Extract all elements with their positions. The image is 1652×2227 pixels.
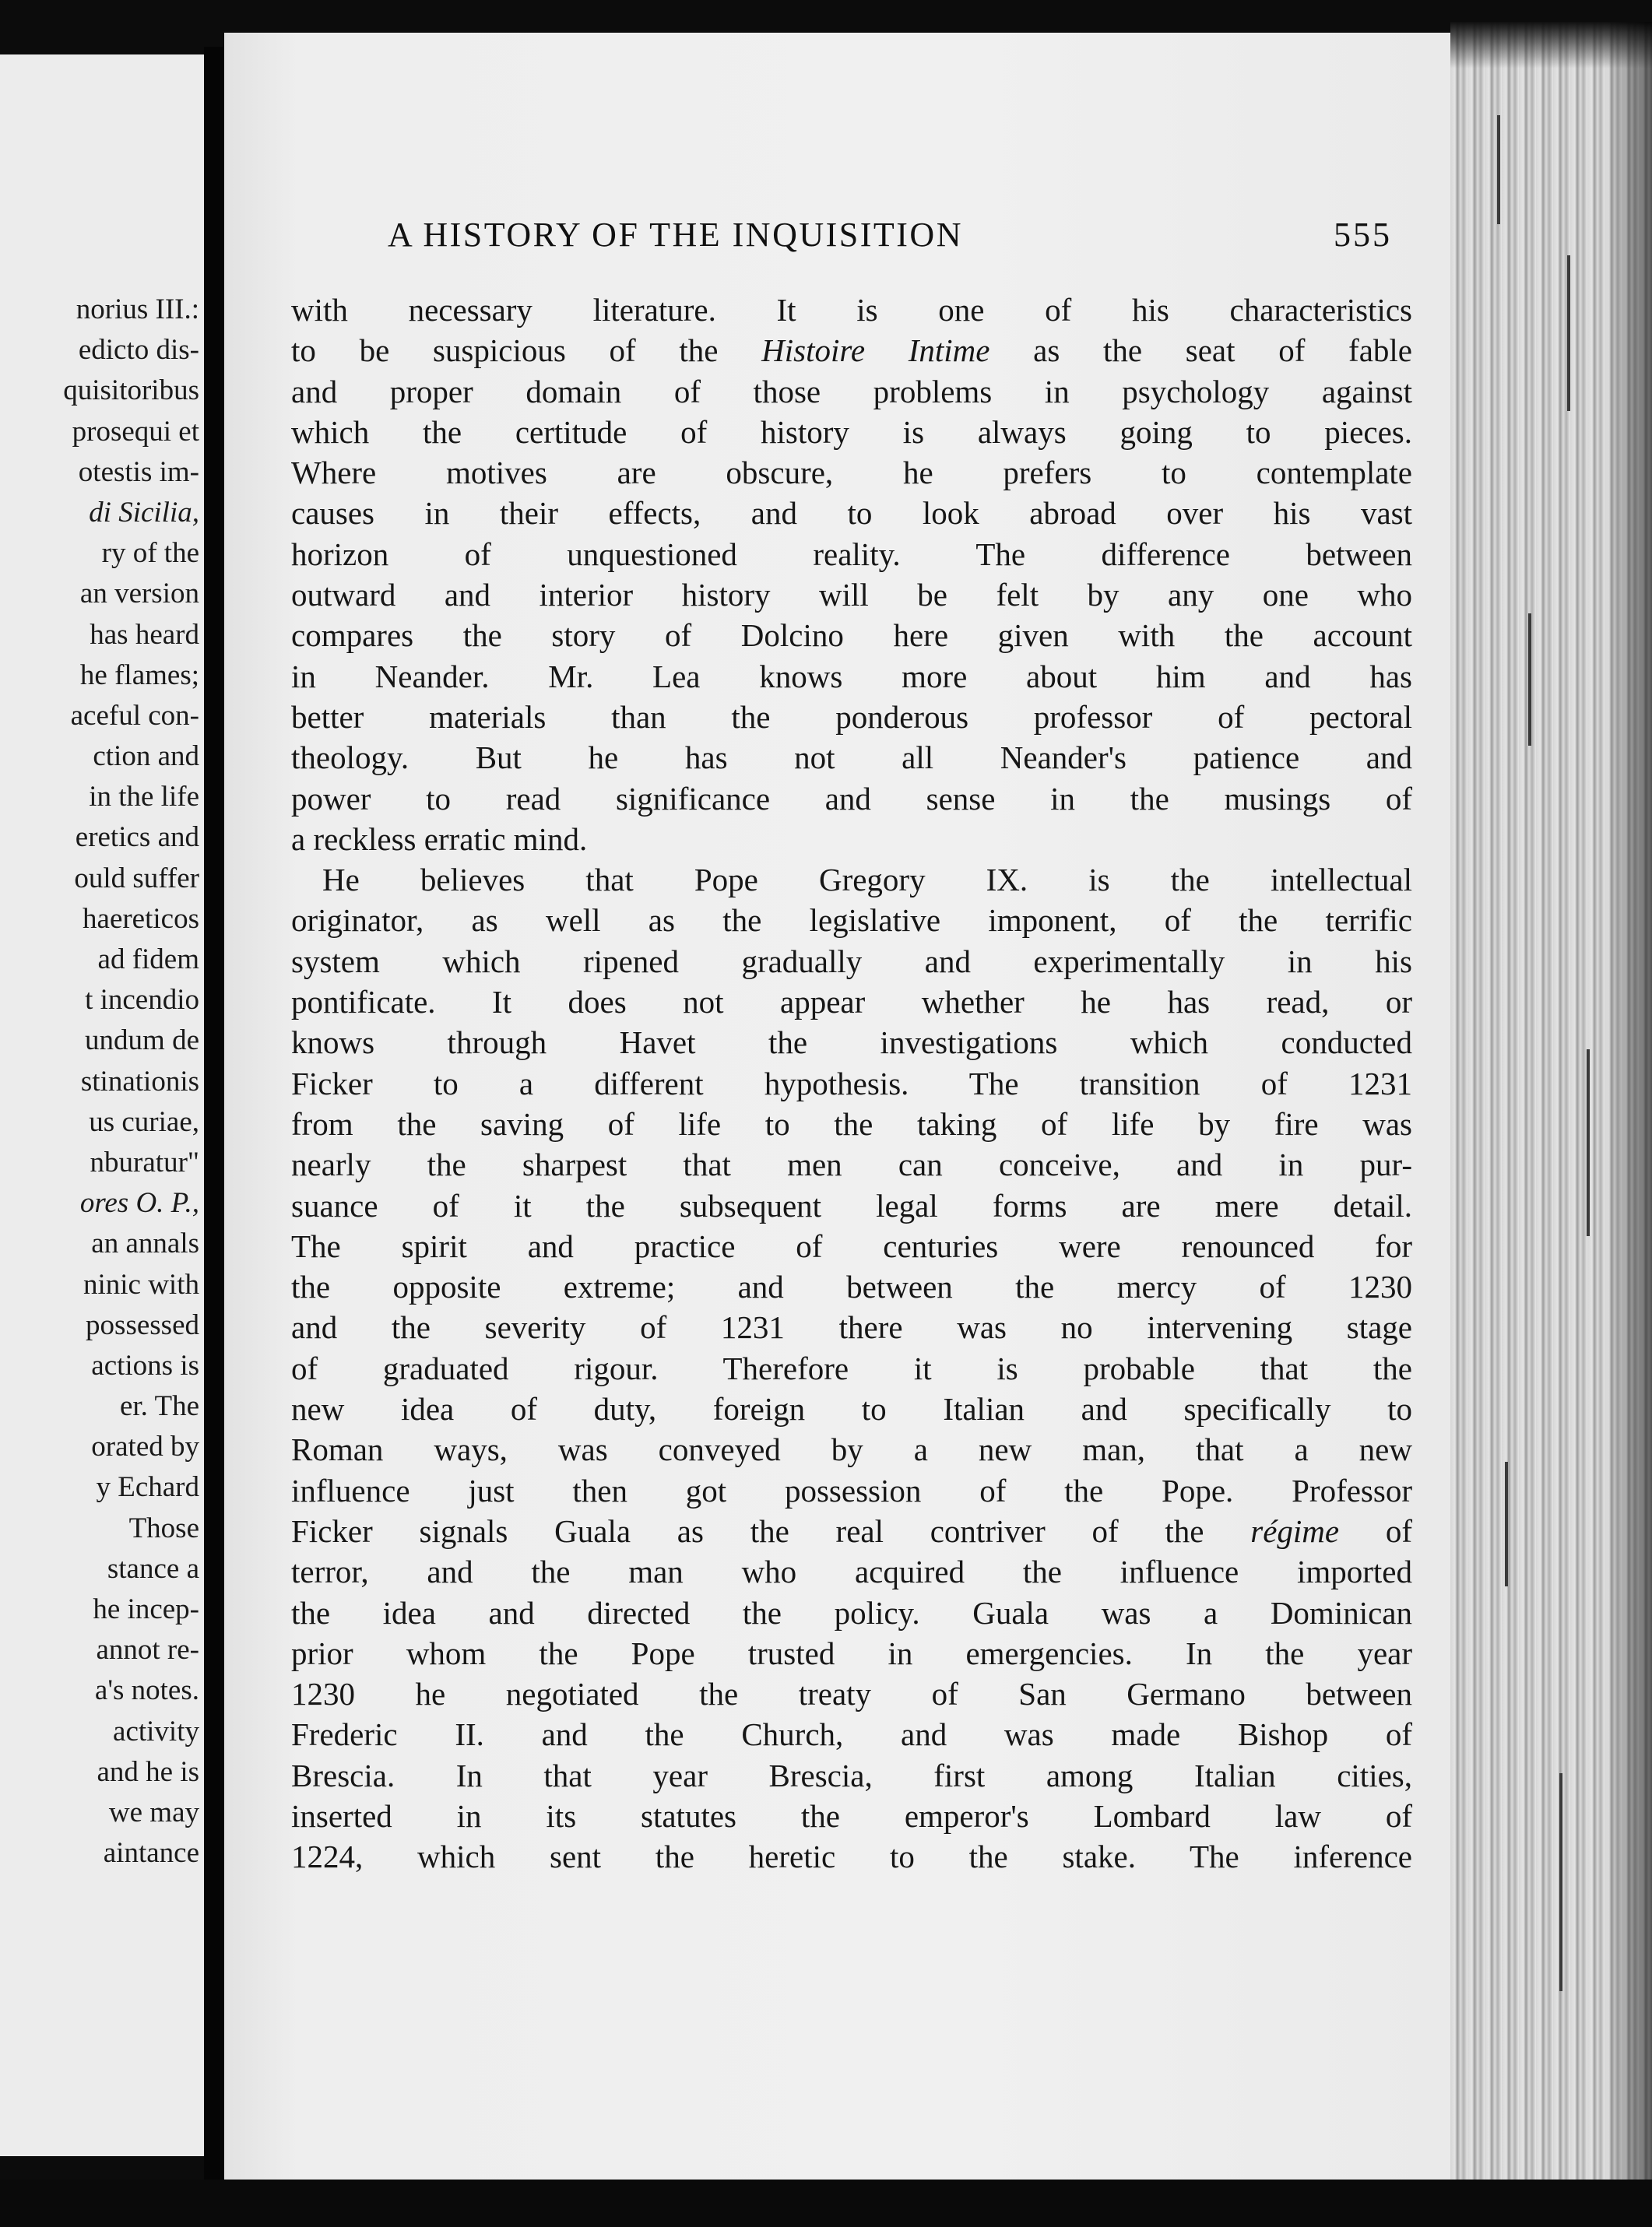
left-line: actions is [91,1349,199,1382]
text-line: to be suspicious of the Histoire Intime as the seat of fable [291,332,1412,369]
text-line: Brescia. In that year Brescia, first among Italian cities, [291,1757,1412,1793]
body-text [291,290,1412,1877]
edge-mark [1528,613,1531,746]
left-line: annot re- [96,1634,199,1667]
left-line: otestis im- [78,455,199,488]
left-line: edicto dis- [78,334,199,367]
text-line: pontificate. It does not appear whether he has read, or [291,984,1412,1020]
edge-mark [1505,1462,1508,1586]
left-line: ninic with [83,1268,199,1301]
left-line: prosequi et [72,415,199,448]
left-line: he incep- [93,1593,199,1625]
text-line: new idea of duty, foreign to Italian and specifically to [291,1391,1412,1428]
text-line: with necessary literature. It is one of his characteristics [291,292,1412,328]
running-head [388,215,1392,262]
left-line: t incendio [85,984,199,1017]
running-head-title: A HISTORY OF THE INQUISITION [388,216,963,254]
left-line: ould suffer [74,862,199,894]
text-line: inserted in its statutes the emperor's Lombard law of [291,1797,1412,1834]
text-line: Ficker to a different hypothesis. The transition of 1231 [291,1065,1412,1101]
left-line: ores O. P., [79,1187,199,1220]
page-number: 555 [1334,216,1392,254]
text-line: and the severity of 1231 there was no intervening stage [291,1309,1412,1346]
left-line: we may [108,1796,199,1828]
left-line: orated by [91,1431,199,1463]
left-line: er. The [119,1390,199,1423]
text-line: knows through Havet the investigations which conducted [291,1024,1412,1061]
left-line: aintance [103,1837,199,1870]
edge-mark [1567,255,1570,411]
bottom-background [0,2180,1652,2227]
left-line: ction and [93,740,199,773]
left-line: aceful con- [70,699,199,732]
text-line: the opposite extreme; and between the mercy of 1230 [291,1269,1412,1305]
edge-mark [1587,1049,1590,1236]
text-line: 1224, which sent the heretic to the stake. The inference [291,1839,1412,1875]
text-line: 1230 he negotiated the treaty of San Germano between [291,1676,1412,1712]
left-page [0,54,204,2156]
left-line: and he is [97,1755,199,1788]
left-line: stinationis [80,1065,199,1098]
text-line: The spirit and practice of centuries were renounced for [291,1228,1412,1264]
text-line: the idea and directed the policy. Guala was a Dominican [291,1594,1412,1631]
left-line: quisitoribus [63,374,199,407]
text-line: of graduated rigour. Therefore it is probable that the [291,1350,1412,1386]
left-line: di Sicilia, [89,496,199,529]
left-line: a's notes. [94,1674,199,1707]
book-fore-edge [1450,22,1652,2186]
left-line: possessed [86,1308,199,1341]
text-line: suance of it the subsequent legal forms are mere detail. [291,1187,1412,1224]
fore-edge-shade [1605,22,1652,2186]
text-line: Ficker signals Guala as the real contriver of the régime of [291,1512,1413,1549]
text-line: better materials than the ponderous professor of pectoral [291,698,1412,735]
left-line: ad fidem [97,943,199,975]
text-line: Where motives are obscure, he prefers to contemplate [291,455,1412,491]
text-line: and proper domain of those problems in psychology against [291,373,1412,409]
text-line: influence just then got possession of the Pope. Professor [291,1472,1412,1509]
left-line: y Echard [96,1471,199,1504]
left-page-text [0,290,199,1874]
left-line: Those [128,1512,199,1544]
left-line: an annals [91,1228,199,1260]
text-line: prior whom the Pope trusted in emergencies. In the year [291,1635,1412,1671]
text-line: Frederic II. and the Church, and was made Bishop of [291,1716,1412,1753]
text-line: system which ripened gradually and experimentally in his [291,943,1412,979]
left-line: undum de [85,1024,199,1057]
text-line: outward and interior history will be felt by any one who [291,577,1412,613]
text-line: horizon of unquestioned reality. The difference between [291,536,1412,572]
text-line: Roman ways, was conveyed by a new man, that a new [291,1431,1412,1468]
text-line: a reckless erratic mind. [291,820,588,857]
left-line: haereticos [83,902,199,935]
edge-mark [1559,1773,1562,1991]
left-line: us curiae, [89,1105,199,1138]
left-line: nburatur" [90,1146,199,1178]
text-line: originator, as well as the legislative imponent, of the terrific [291,902,1412,939]
left-line: activity [113,1715,199,1748]
text-line: nearly the sharpest that men can conceive, and in pur- [291,1147,1412,1183]
text-line: which the certitude of history is always going to pieces. [291,413,1412,450]
text-line: in Neander. Mr. Lea knows more about him and has [291,658,1412,694]
left-line: ry of the [101,537,199,570]
right-page [224,33,1450,2180]
left-line: stance a [107,1552,199,1585]
left-line: an version [79,578,199,610]
book-gutter [204,47,224,2180]
text-line: theology. But he has not all Neander's patience and [291,739,1412,776]
left-line: norius III.: [76,293,199,325]
left-line: has heard [90,618,199,651]
text-line: terror, and the man who acquired the influence imported [291,1554,1412,1590]
edge-mark [1497,115,1500,224]
left-line: in the life [89,781,199,813]
text-line: power to read significance and sense in the musings of [291,780,1412,817]
left-line: eretics and [75,821,199,854]
left-line: he flames; [79,659,199,691]
text-line: compares the story of Dolcino here given with the account [291,617,1412,654]
text-line: from the saving of life to the taking of life by fire was [291,1105,1412,1142]
text-line: He believes that Pope Gregory IX. is the intellectual [322,862,1412,898]
text-line: causes in their effects, and to look abroad over his vast [291,495,1412,532]
